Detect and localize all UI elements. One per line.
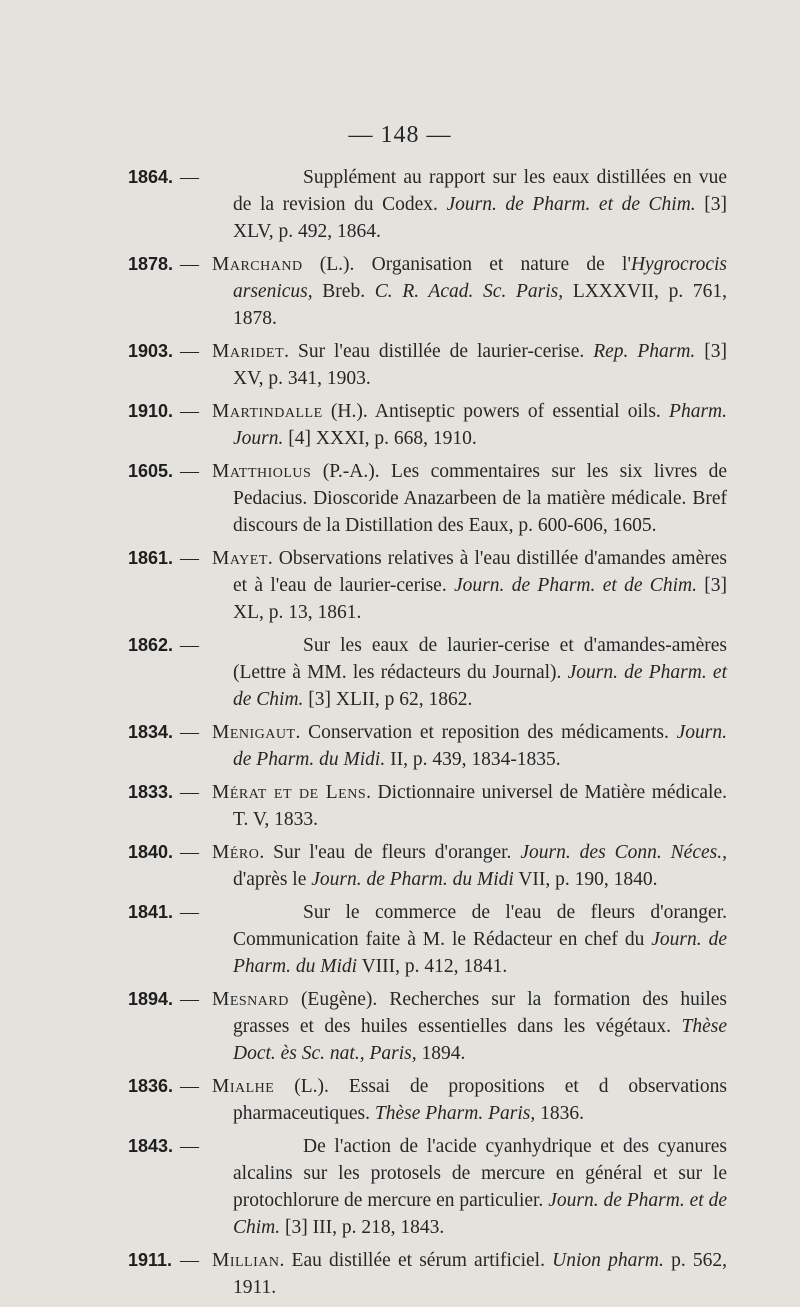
entry-body: Sur les eaux de laurier-cerise et d'amandes-amères (Lettre à MM. les rédacteurs du Journal). [233,635,727,683]
entry-author: Martindalle [212,401,323,422]
entry-text [212,251,727,332]
entry-dash: — [180,167,199,188]
entry-journal: Union pharm. [552,1250,664,1271]
entry-year: 1836. [128,1076,174,1096]
entry-author: Mérat et de Lens [212,782,367,803]
bibliography-entry [0,839,800,893]
entry-journal-2: C. R. Acad. Sc. Paris, [374,281,564,302]
entry-dash: — [180,341,199,362]
entry-journal-2: Journ. de Pharm. du Midi [311,869,514,890]
entry-body: (Eugène). Recherches sur la formation des huiles grasses et des huiles essentielles dans les végétaux. [233,989,727,1037]
entry-dash: — [180,902,199,923]
entry-text [212,398,727,452]
entry-journal: Journ. de Pharm. du Midi. [233,722,727,770]
entry-year: 1841. [128,902,174,922]
entry-citation: [3] XLII, p 62, 1862. [303,689,473,710]
entry-dash: — [180,254,199,275]
bibliography-entry [0,899,800,980]
entry-dash: — [180,635,199,656]
entry-citation: 1894. [416,1043,466,1064]
entry-citation-2: VII, p. 190, 1840. [513,869,658,890]
bibliography-entry [0,1133,800,1241]
entry-dash: — [180,1136,199,1157]
bibliography-entry [0,986,800,1067]
entry-author: Mayet [212,548,268,569]
entry-dash: — [180,461,199,482]
entry-citation: II, p. 439, 1834-1835. [385,749,561,770]
entry-journal: Thèse Doct. ès Sc. nat., Paris, [233,1016,727,1064]
entry-journal: Journ. de Pharm. du Midi [233,929,728,977]
entry-year: 1833. [128,782,174,802]
entry-year: 1878. [128,254,174,274]
entry-journal: Journ. des Conn. Néces., [520,842,727,863]
entry-citation: [3] III, p. 218, 1843. [280,1217,445,1238]
entry-citation: p. 562, 1911. [233,1250,728,1298]
entry-year: 1894. [128,989,174,1009]
entry-body: . Sur l'eau de fleurs d'oranger. [259,842,521,863]
entry-text [212,164,727,245]
bibliography-entry [0,779,800,833]
entry-body: . Observations relatives à l'eau distillée d'amandes amères et à l'eau de laurier-cerise. [233,548,727,596]
entry-text [212,338,727,392]
bibliography-list [0,164,800,1307]
entry-body: (L.). Organisation et nature de l' [302,254,631,275]
entry-text [212,779,727,833]
entry-author: Marchand [212,254,303,275]
entry-journal: Pharm. Journ. [233,401,727,449]
entry-body: (H.). Antiseptic powers of essential oils. [322,401,670,422]
entry-text [212,1247,727,1301]
bibliography-entry [0,458,800,539]
entry-text [212,632,727,713]
entry-journal: Thèse Pharm. Paris, [374,1103,536,1124]
page-number: — 148 — [348,122,452,148]
entry-author: Méro [212,842,260,863]
entry-year: 1911. [128,1250,173,1270]
entry-year: 1903. [128,341,174,361]
entry-body: . Conservation et reposition des médicaments. [295,722,677,743]
bibliography-entry [0,164,800,245]
entry-citation: VIII, p. 412, 1841. [357,956,508,977]
entry-body: . Sur l'eau distillée de laurier-cerise. [284,341,594,362]
entry-body: Supplément au rapport sur les eaux distillées en vue de la revision du Codex. [233,167,727,215]
entry-citation-2: LXXXVII, p. 761, 1878. [233,281,728,329]
entry-citation: d'après le [233,869,312,890]
entry-author: Menigaut [212,722,296,743]
entry-dash: — [180,548,199,569]
entry-body: (P.-A.). Les commentaires sur les six livres de Pedacius. Dioscoride Anazarbeen de la matière médicale. Bref discours de la Distillation des Eaux, p. 600-606, 1605. [233,461,727,536]
entry-year: 1861. [128,548,174,568]
entry-body: . Dictionnaire universel de Matière médicale. T. V, 1833. [233,782,727,830]
entry-citation: [3] XL, p. 13, 1861. [233,575,728,623]
entry-citation: 1836. [535,1103,584,1124]
entry-journal: Journ. de Pharm. et de Chim. [446,194,696,215]
entry-journal: Journ. de Pharm. et de Chim. [454,575,697,596]
entry-dash: — [180,1076,199,1097]
entry-dash: — [180,1250,199,1271]
bibliography-entry [0,398,800,452]
entry-body: . Eau distillée et sérum artificiel. [279,1250,553,1271]
entry-body: Sur le commerce de l'eau de fleurs d'oranger. Communication faite à M. le Rédacteur en chef du [233,902,727,950]
entry-text [212,545,727,626]
entry-journal: Rep. Pharm. [593,341,696,362]
entry-author: Mesnard [212,989,289,1010]
bibliography-entry [0,632,800,713]
entry-year: 1910. [128,401,174,421]
entry-year: 1605. [128,461,174,481]
entry-journal: Hygrocrocis arsenicus, [233,254,727,302]
entry-text [212,719,727,773]
bibliography-entry [0,719,800,773]
bibliography-entry [0,251,800,332]
entry-author: Millian [212,1250,280,1271]
entry-text [212,986,727,1067]
bibliography-entry [0,338,800,392]
entry-body: (L.). Essai de propositions et d observations pharmaceutiques. [233,1076,727,1124]
bibliography-entry [0,545,800,626]
entry-text [212,899,727,980]
entry-journal: Journ. de Pharm. et de Chim. [233,1190,727,1238]
entry-text [212,839,727,893]
entry-citation: [3] XV, p. 341, 1903. [233,341,727,389]
entry-text [212,458,727,539]
entry-citation: Breb. [312,281,375,302]
entry-dash: — [180,989,199,1010]
entry-text [212,1133,727,1241]
entry-citation: [3] XLV, p. 492, 1864. [233,194,727,242]
entry-dash: — [180,401,199,422]
entry-citation: [4] XXXI, p. 668, 1910. [283,428,477,449]
entry-text [212,1073,727,1127]
entry-author: Mialhe [212,1076,275,1097]
entry-author: Maridet [212,341,285,362]
entry-dash: — [180,842,199,863]
entry-year: 1862. [128,635,174,655]
entry-year: 1840. [128,842,174,862]
entry-author: Matthiolus [212,461,312,482]
entry-body: De l'action de l'acide cyanhydrique et des cyanures alcalins sur les protosels de mercure en général et sur le protochlorure de mercure en particulier. [233,1136,727,1211]
bibliography-entry [0,1073,800,1127]
bibliography-entry [0,1247,800,1301]
entry-year: 1834. [128,722,174,742]
entry-dash: — [180,782,199,803]
entry-dash: — [180,722,199,743]
entry-year: 1843. [128,1136,174,1156]
entry-journal: Journ. de Pharm. et de Chim. [233,662,727,710]
entry-year: 1864. [128,167,174,187]
